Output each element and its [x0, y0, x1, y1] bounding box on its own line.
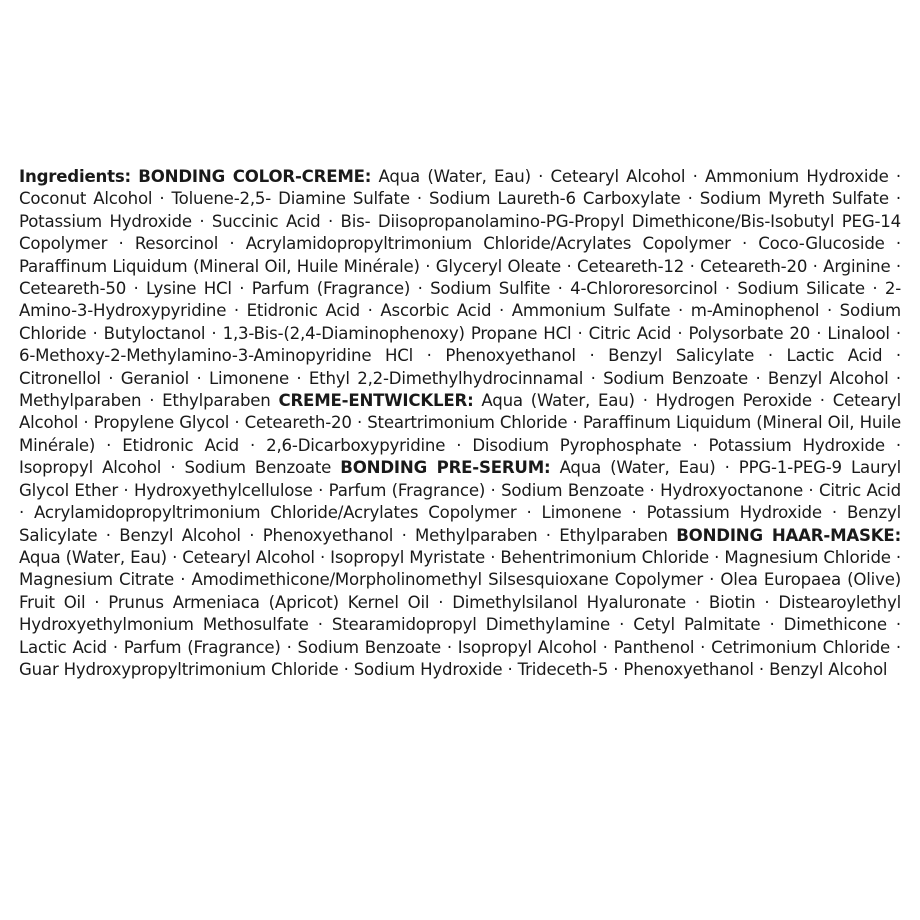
ingredients-heading: Ingredients: — [19, 167, 131, 186]
section-title-bonding-color-creme: BONDING COLOR-CREME: — [138, 167, 372, 186]
ingredients-list-creme-entwickler: Aqua (Water, Eau) · Hydrogen Peroxide · Cetearyl Alcohol · Propylene Glycol · Ceteareth-20 · Steartrimonium Chloride · Paraffinum Liquidum (Mineral Oil, Huile Minérale) · Etidronic Acid · 2,6-Dicarboxypyridine · Disodium Pyrophosphate · Potassium Hydroxide · Isopropyl Alcohol · Sodium Benzoate — [19, 391, 902, 478]
ingredients-list-bonding-pre-serum: Aqua (Water, Eau) · PPG-1-PEG-9 Lauryl Glycol Ether · Hydroxyethylcellulose · Parfum (Fragrance) · Sodium Benzoate · Hydroxyoctanone · Citric Acid · Acrylamidopropyltrimonium Chloride/Acrylates Copolymer · Limonene · Potassium Hydroxide · Benzyl Salicylate · Benzyl Alcohol · Phenoxyethanol · Methylparaben · Ethylparaben — [19, 458, 901, 545]
ingredients-list-bonding-haar-maske: Aqua (Water, Eau) · Cetearyl Alcohol · Isopropyl Myristate · Behentrimonium Chloride · Magnesium Chloride · Magnesium Citrate · Amodimethicone/Morpholinomethyl Silsesquioxane Copolymer · Olea Europaea (Olive) Fruit Oil · Prunus Armeniaca (Apricot) Kernel Oil · Dimethylsilanol Hyaluronate · Biotin · Distearoylethyl Hydroxyethylmonium Methosulfate · Stearamidopropyl Dimethylamine · Cetyl Palmitate · Dimethicone · Lactic Acid · Parfum (Fragrance) · Sodium Benzoate · Isopropyl Alcohol · Panthenol · Cetrimonium Chloride · Guar Hydroxypropyltrimonium Chloride · Sodium Hydroxide · Trideceth-5 · Phenoxyethanol · Benzyl Alcohol — [19, 547, 901, 679]
section-title-bonding-haar-maske: BONDING HAAR-MASKE: — [676, 525, 902, 545]
section-title-bonding-pre-serum: BONDING PRE-SERUM: — [340, 458, 551, 478]
section-title-creme-entwickler: CREME-ENTWICKLER: — [278, 391, 474, 411]
ingredients-list-bonding-color-creme: Aqua (Water, Eau) · Cetearyl Alcohol · Ammonium Hydroxide · Coconut Alcohol · Toluene-2,5- Diamine Sulfate · Sodium Laureth-6 Carboxylate · Sodium Myreth Sulfate · Potassium Hydroxide · Succinic Acid · Bis- Diisopropanolamino-PG-Propyl Dimethicone/Bis-Isobutyl PEG-14 Copolymer · Resorcinol · Acrylamidopropyltrimonium Chloride/Acrylates Copolymer · Coco-Glucoside · Paraffinum Liquidum (Mineral Oil, Huile Minérale) · Glyceryl Oleate · Ceteareth-12 · Ceteareth-20 · Arginine · Ceteareth-50 · Lysine HCl · Parfum (Fragrance) · Sodium Sulfite · 4-Chlororesorcinol · Sodium Silicate · 2-Amino-3-Hydroxypyridine · Etidronic Acid · Ascorbic Acid · Ammonium Sulfate · m-Aminophenol · Sodium Chloride · Butyloctanol · 1,3-Bis-(2,4-Diaminophenoxy) Propane HCl · Citric Acid · Polysorbate 20 · Linalool · 6-Methoxy-2-Methylamino-3-Aminopyridine HCl · Phenoxyethanol · Benzyl Salicylate · Lactic Acid · Citronellol · Geraniol · Limonene · Ethyl 2,2-Dimethylhydrocinnamal · Sodium Benzoate · Benzyl Alcohol · Methylparaben · Ethylparaben — [19, 167, 902, 411]
ingredients-paragraph — [19, 166, 901, 681]
